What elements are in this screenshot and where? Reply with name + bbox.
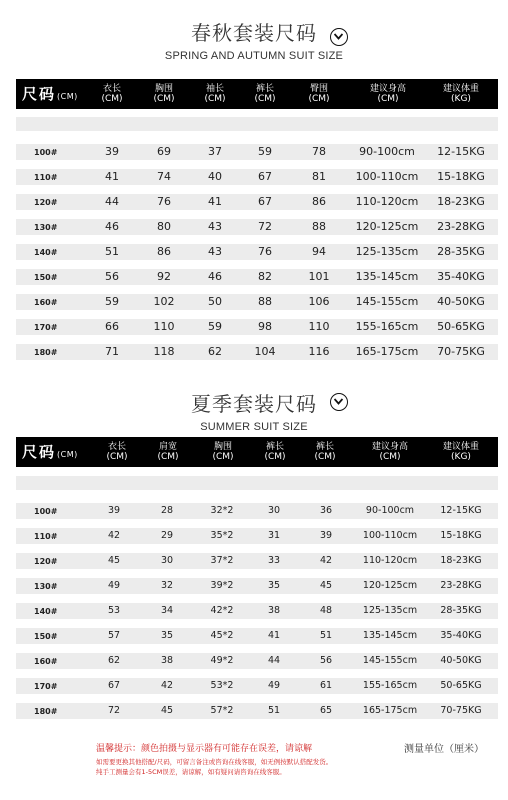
value-cell: 50-65KG xyxy=(440,680,482,691)
table-row xyxy=(16,678,498,694)
value-cell: 42 xyxy=(107,530,121,541)
table-row xyxy=(16,703,498,719)
value-cell: 50-65KG xyxy=(437,320,485,333)
value-cell: 135-145cm xyxy=(355,270,419,283)
size-cell: 150# xyxy=(34,632,58,641)
size-header: 尺码(CM) xyxy=(22,443,78,461)
value-cell: 43 xyxy=(208,245,222,258)
chevron-down-icon[interactable] xyxy=(330,393,348,411)
value-cell: 44 xyxy=(267,655,281,666)
spring-subtitle: SPRING AND AUTUMN SUIT SIZE xyxy=(164,50,344,62)
size-cell: 170# xyxy=(34,323,58,332)
value-cell: 135-145cm xyxy=(362,630,418,641)
value-cell: 61 xyxy=(319,680,333,691)
value-cell: 37*2 xyxy=(210,555,234,566)
value-cell: 51 xyxy=(105,245,119,258)
value-cell: 70-75KG xyxy=(440,705,482,716)
value-cell: 88 xyxy=(312,220,326,233)
value-cell: 45*2 xyxy=(210,630,234,641)
value-cell: 41 xyxy=(208,195,222,208)
value-cell: 45 xyxy=(160,705,174,716)
value-cell: 40 xyxy=(208,170,222,183)
value-cell: 155-165cm xyxy=(362,680,418,691)
measurement-unit: 测量单位（厘米） xyxy=(404,744,484,755)
value-cell: 110 xyxy=(308,320,330,333)
size-cell: 130# xyxy=(34,582,58,591)
value-cell: 59 xyxy=(105,295,119,308)
spring-table-header xyxy=(16,79,498,109)
value-cell: 57*2 xyxy=(210,705,234,716)
size-cell: 170# xyxy=(34,682,58,691)
value-cell: 120-125cm xyxy=(362,580,418,591)
value-cell: 50 xyxy=(208,295,222,308)
header-col: 建议体重 (KG) xyxy=(442,442,479,462)
value-cell: 62 xyxy=(208,345,222,358)
value-cell: 53 xyxy=(107,605,121,616)
value-cell: 71 xyxy=(105,345,119,358)
value-cell: 116 xyxy=(308,345,330,358)
value-cell: 49*2 xyxy=(210,655,234,666)
size-cell: 150# xyxy=(34,273,58,282)
value-cell: 33 xyxy=(267,555,281,566)
value-cell: 28-35KG xyxy=(437,245,485,258)
table-row xyxy=(16,219,498,235)
chevron-down-icon[interactable] xyxy=(330,28,348,46)
size-cell: 120# xyxy=(34,198,58,207)
footer-notes xyxy=(96,757,332,777)
value-cell: 41 xyxy=(105,170,119,183)
value-cell: 30 xyxy=(160,555,174,566)
value-cell: 49 xyxy=(107,580,121,591)
value-cell: 32*2 xyxy=(210,505,234,516)
header-col: 建议体重 (KG) xyxy=(442,84,479,104)
value-cell: 30 xyxy=(267,505,281,516)
size-cell: 180# xyxy=(34,348,58,357)
table-row xyxy=(16,194,498,210)
value-cell: 29 xyxy=(160,530,174,541)
size-cell: 140# xyxy=(34,607,58,616)
value-cell: 35-40KG xyxy=(440,630,482,641)
value-cell: 31 xyxy=(267,530,281,541)
value-cell: 15-18KG xyxy=(437,170,485,183)
value-cell: 110 xyxy=(153,320,175,333)
value-cell: 100-110cm xyxy=(355,170,419,183)
value-cell: 165-175cm xyxy=(362,705,418,716)
summer-title: 夏季套装尺码 xyxy=(191,392,317,416)
value-cell: 18-23KG xyxy=(437,195,485,208)
value-cell: 101 xyxy=(308,270,330,283)
size-cell: 140# xyxy=(34,248,58,257)
spring-size-table xyxy=(16,79,498,360)
value-cell: 51 xyxy=(319,630,333,641)
header-col: 胸围 (CM) xyxy=(153,84,175,104)
value-cell: 51 xyxy=(267,705,281,716)
summer-rows xyxy=(16,503,498,719)
value-cell: 12-15KG xyxy=(437,145,485,158)
value-cell: 18-23KG xyxy=(440,555,482,566)
value-cell: 40-50KG xyxy=(440,655,482,666)
value-cell: 43 xyxy=(208,220,222,233)
size-cell: 160# xyxy=(34,657,58,666)
value-cell: 72 xyxy=(107,705,121,716)
value-cell: 45 xyxy=(107,555,121,566)
table-row xyxy=(16,603,498,619)
value-cell: 102 xyxy=(153,295,175,308)
value-cell: 92 xyxy=(157,270,171,283)
value-cell: 100-110cm xyxy=(362,530,418,541)
value-cell: 35-40KG xyxy=(437,270,485,283)
value-cell: 23-28KG xyxy=(440,580,482,591)
table-row xyxy=(16,503,498,519)
header-col: 裤长 (CM) xyxy=(254,84,276,104)
size-cell: 100# xyxy=(34,507,58,516)
summer-size-table xyxy=(16,437,498,719)
table-row xyxy=(16,528,498,544)
header-col: 建议身高 (CM) xyxy=(369,84,406,104)
value-cell: 12-15KG xyxy=(440,505,482,516)
value-cell: 110-120cm xyxy=(355,195,419,208)
header-col: 裤长 (CM) xyxy=(264,442,286,462)
header-col: 建议身高 (CM) xyxy=(371,442,408,462)
header-col: 臀围 (CM) xyxy=(308,84,330,104)
value-cell: 90-100cm xyxy=(359,145,415,158)
value-cell: 125-135cm xyxy=(355,245,419,258)
value-cell: 67 xyxy=(258,170,272,183)
value-cell: 38 xyxy=(160,655,174,666)
header-col: 裤长 (CM) xyxy=(314,442,336,462)
value-cell: 35 xyxy=(160,630,174,641)
value-cell: 46 xyxy=(208,270,222,283)
value-cell: 74 xyxy=(157,170,171,183)
value-cell: 80 xyxy=(157,220,171,233)
value-cell: 39 xyxy=(107,505,121,516)
table-row xyxy=(16,319,498,335)
table-row xyxy=(16,144,498,160)
value-cell: 36 xyxy=(319,505,333,516)
size-cell: 110# xyxy=(34,532,58,541)
table-row xyxy=(16,344,498,360)
value-cell: 23-28KG xyxy=(437,220,485,233)
spring-rows xyxy=(16,144,498,360)
value-cell: 42*2 xyxy=(210,605,234,616)
size-header: 尺码(CM) xyxy=(22,85,78,103)
value-cell: 59 xyxy=(258,145,272,158)
size-cell: 130# xyxy=(34,223,58,232)
value-cell: 59 xyxy=(208,320,222,333)
value-cell: 65 xyxy=(319,705,333,716)
value-cell: 86 xyxy=(157,245,171,258)
value-cell: 78 xyxy=(312,145,326,158)
value-cell: 72 xyxy=(258,220,272,233)
summer-table-header xyxy=(16,437,498,467)
value-cell: 145-155cm xyxy=(355,295,419,308)
value-cell: 39 xyxy=(319,530,333,541)
value-cell: 66 xyxy=(105,320,119,333)
value-cell: 56 xyxy=(105,270,119,283)
spring-title-block xyxy=(0,17,508,62)
value-cell: 15-18KG xyxy=(440,530,482,541)
table-row xyxy=(16,244,498,260)
value-cell: 34 xyxy=(160,605,174,616)
value-cell: 70-75KG xyxy=(437,345,485,358)
header-col: 衣长 (CM) xyxy=(101,84,123,104)
value-cell: 106 xyxy=(308,295,330,308)
value-cell: 69 xyxy=(157,145,171,158)
value-cell: 57 xyxy=(107,630,121,641)
blank-row xyxy=(16,476,498,490)
table-row xyxy=(16,294,498,310)
table-row xyxy=(16,553,498,569)
value-cell: 88 xyxy=(258,295,272,308)
header-col: 胸围 (CM) xyxy=(212,442,234,462)
value-cell: 104 xyxy=(254,345,276,358)
note-line: 如需要更换其他搭配/尺码，可留言备注或咨询在线客服，如无例按默认搭配发货。 xyxy=(96,758,333,766)
value-cell: 35 xyxy=(267,580,281,591)
value-cell: 82 xyxy=(258,270,272,283)
table-row xyxy=(16,653,498,669)
spring-title: 春秋套装尺码 xyxy=(191,21,317,45)
value-cell: 40-50KG xyxy=(437,295,485,308)
value-cell: 76 xyxy=(157,195,171,208)
table-row xyxy=(16,628,498,644)
header-col: 衣长 (CM) xyxy=(106,442,128,462)
value-cell: 165-175cm xyxy=(355,345,419,358)
value-cell: 62 xyxy=(107,655,121,666)
value-cell: 32 xyxy=(160,580,174,591)
value-cell: 53*2 xyxy=(210,680,234,691)
value-cell: 56 xyxy=(319,655,333,666)
header-col: 袖长 (CM) xyxy=(204,84,226,104)
tip-text: 温馨提示：颜色拍摄与显示器有可能存在误差，请谅解 xyxy=(96,744,313,754)
value-cell: 76 xyxy=(258,245,272,258)
summer-title-block xyxy=(0,388,508,433)
value-cell: 67 xyxy=(107,680,121,691)
value-cell: 38 xyxy=(267,605,281,616)
value-cell: 120-125cm xyxy=(355,220,419,233)
table-row xyxy=(16,169,498,185)
value-cell: 45 xyxy=(319,580,333,591)
value-cell: 49 xyxy=(267,680,281,691)
value-cell: 42 xyxy=(160,680,174,691)
value-cell: 145-155cm xyxy=(362,655,418,666)
value-cell: 39*2 xyxy=(210,580,234,591)
size-cell: 160# xyxy=(34,298,58,307)
value-cell: 67 xyxy=(258,195,272,208)
value-cell: 28-35KG xyxy=(440,605,482,616)
value-cell: 28 xyxy=(160,505,174,516)
note-line: 纯手工测量会有1-5CM误差，请谅解，如有疑问请咨询在线客服。 xyxy=(96,768,286,776)
value-cell: 39 xyxy=(105,145,119,158)
value-cell: 41 xyxy=(267,630,281,641)
value-cell: 46 xyxy=(105,220,119,233)
value-cell: 48 xyxy=(319,605,333,616)
value-cell: 37 xyxy=(208,145,222,158)
size-cell: 120# xyxy=(34,557,58,566)
value-cell: 35*2 xyxy=(210,530,234,541)
blank-row xyxy=(16,117,498,131)
summer-subtitle: SUMMER SUIT SIZE xyxy=(200,421,308,433)
header-col: 肩宽 (CM) xyxy=(157,442,179,462)
value-cell: 98 xyxy=(258,320,272,333)
size-cell: 110# xyxy=(34,173,58,182)
value-cell: 86 xyxy=(312,195,326,208)
value-cell: 155-165cm xyxy=(355,320,419,333)
size-cell: 180# xyxy=(34,707,58,716)
value-cell: 94 xyxy=(312,245,326,258)
value-cell: 90-100cm xyxy=(365,505,415,516)
value-cell: 81 xyxy=(312,170,326,183)
value-cell: 125-135cm xyxy=(362,605,418,616)
table-row xyxy=(16,269,498,285)
table-row xyxy=(16,578,498,594)
value-cell: 42 xyxy=(319,555,333,566)
size-cell: 100# xyxy=(34,148,58,157)
value-cell: 44 xyxy=(105,195,119,208)
value-cell: 110-120cm xyxy=(362,555,418,566)
value-cell: 118 xyxy=(153,345,175,358)
